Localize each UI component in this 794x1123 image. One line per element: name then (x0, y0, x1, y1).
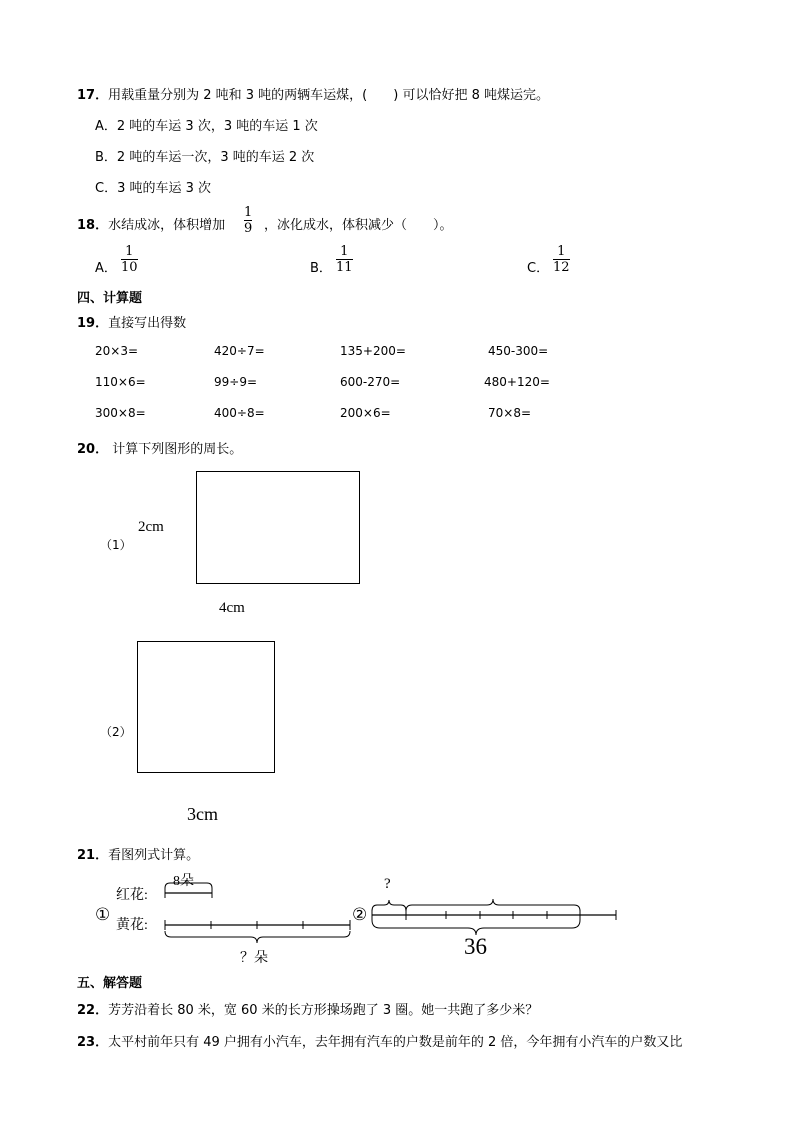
bottom-brace (372, 920, 580, 935)
circle-number-2: ② (352, 905, 368, 924)
fraction-denominator: 10 (121, 260, 138, 275)
question-text: 直接写出得数 (108, 316, 187, 331)
calc-item: 200×6= (340, 406, 391, 420)
question-text: 芳芳沿着长 80 米，宽 60 米的长方形操场跑了 3 圈。她一共跑了多少米？ (108, 1003, 539, 1018)
question-number: 17． (77, 88, 109, 103)
option-c-label: C． (527, 261, 550, 276)
red-count-label: 8朵 (173, 874, 194, 889)
calc-item: 480+120= (484, 375, 550, 389)
dimension-label: 4cm (219, 600, 245, 616)
option-c: C．3 吨的车运 3 次 (95, 181, 212, 196)
calc-item: 135+200= (340, 344, 406, 358)
total-label: 36 (464, 934, 487, 959)
question-mark-label: ? (384, 876, 391, 892)
calc-item: 20×3= (95, 344, 139, 358)
calc-item: 600-270= (340, 375, 401, 389)
question-text: 太平村前年只有 49 户拥有小汽车，去年拥有汽车的户数是前年的 2 倍，今年拥有小汽车的户数又比 (108, 1035, 683, 1050)
question-23 (77, 1031, 682, 1050)
option-a: A．2 吨的车运 3 次，3 吨的车运 1 次 (95, 119, 318, 134)
option-b-label: B． (310, 261, 332, 276)
option-a-label: A． (95, 261, 117, 276)
fraction-numerator: 1 (125, 244, 134, 259)
question-brace (372, 900, 406, 911)
red-flower-label: 红花: (116, 888, 148, 903)
question-number: 18． (77, 218, 109, 233)
yellow-brace (165, 931, 350, 943)
question-text: 计算下列图形的周长。 (108, 442, 243, 457)
option-b: B．2 吨的车运一次，3 吨的车运 2 次 (95, 150, 315, 165)
question-number: 20． (77, 442, 109, 457)
fraction-numerator: 1 (557, 244, 566, 259)
calc-item: 450-300= (488, 344, 549, 358)
figure-label: （2） (100, 725, 132, 739)
fraction-denominator: 11 (336, 260, 353, 275)
question-text: 看图列式计算。 (108, 848, 200, 863)
fraction-numerator: 1 (244, 205, 253, 220)
yellow-flower-label: 黄花: (116, 918, 148, 933)
question-number: 21． (77, 848, 109, 863)
red-brace (165, 883, 212, 888)
figure-label: （1） (100, 538, 132, 552)
question-22 (77, 999, 538, 1018)
calc-item: 99÷9= (214, 375, 258, 389)
question-number: 23． (77, 1035, 109, 1050)
question-number: 19． (77, 316, 109, 331)
circle-number-1: ① (95, 905, 111, 924)
question-text: 水结成冰，体积增加 (108, 218, 226, 233)
question-text-after: ，冰化成水，体积减少（ ）。 (264, 218, 453, 233)
top-brace (406, 899, 580, 911)
question-text: 用载重量分别为 2 吨和 3 吨的两辆车运煤，( ) 可以恰好把 8 吨煤运完。 (108, 88, 549, 103)
calc-item: 70×8= (488, 406, 532, 420)
calc-item: 420÷7= (214, 344, 265, 358)
yellow-total-label: ？朵 (240, 951, 268, 966)
section-heading: 五、解答题 (77, 976, 143, 991)
section-heading: 四、计算题 (77, 291, 143, 306)
dimension-label: 3cm (187, 804, 218, 824)
fraction-denominator: 12 (553, 260, 570, 275)
question-number: 22． (77, 1003, 109, 1018)
dimension-label: 2cm (138, 519, 164, 535)
calc-item: 300×8= (95, 406, 146, 420)
calc-item: 400÷8= (214, 406, 265, 420)
calc-item: 110×6= (95, 375, 146, 389)
fraction-numerator: 1 (340, 244, 349, 259)
fraction-denominator: 9 (244, 221, 253, 236)
